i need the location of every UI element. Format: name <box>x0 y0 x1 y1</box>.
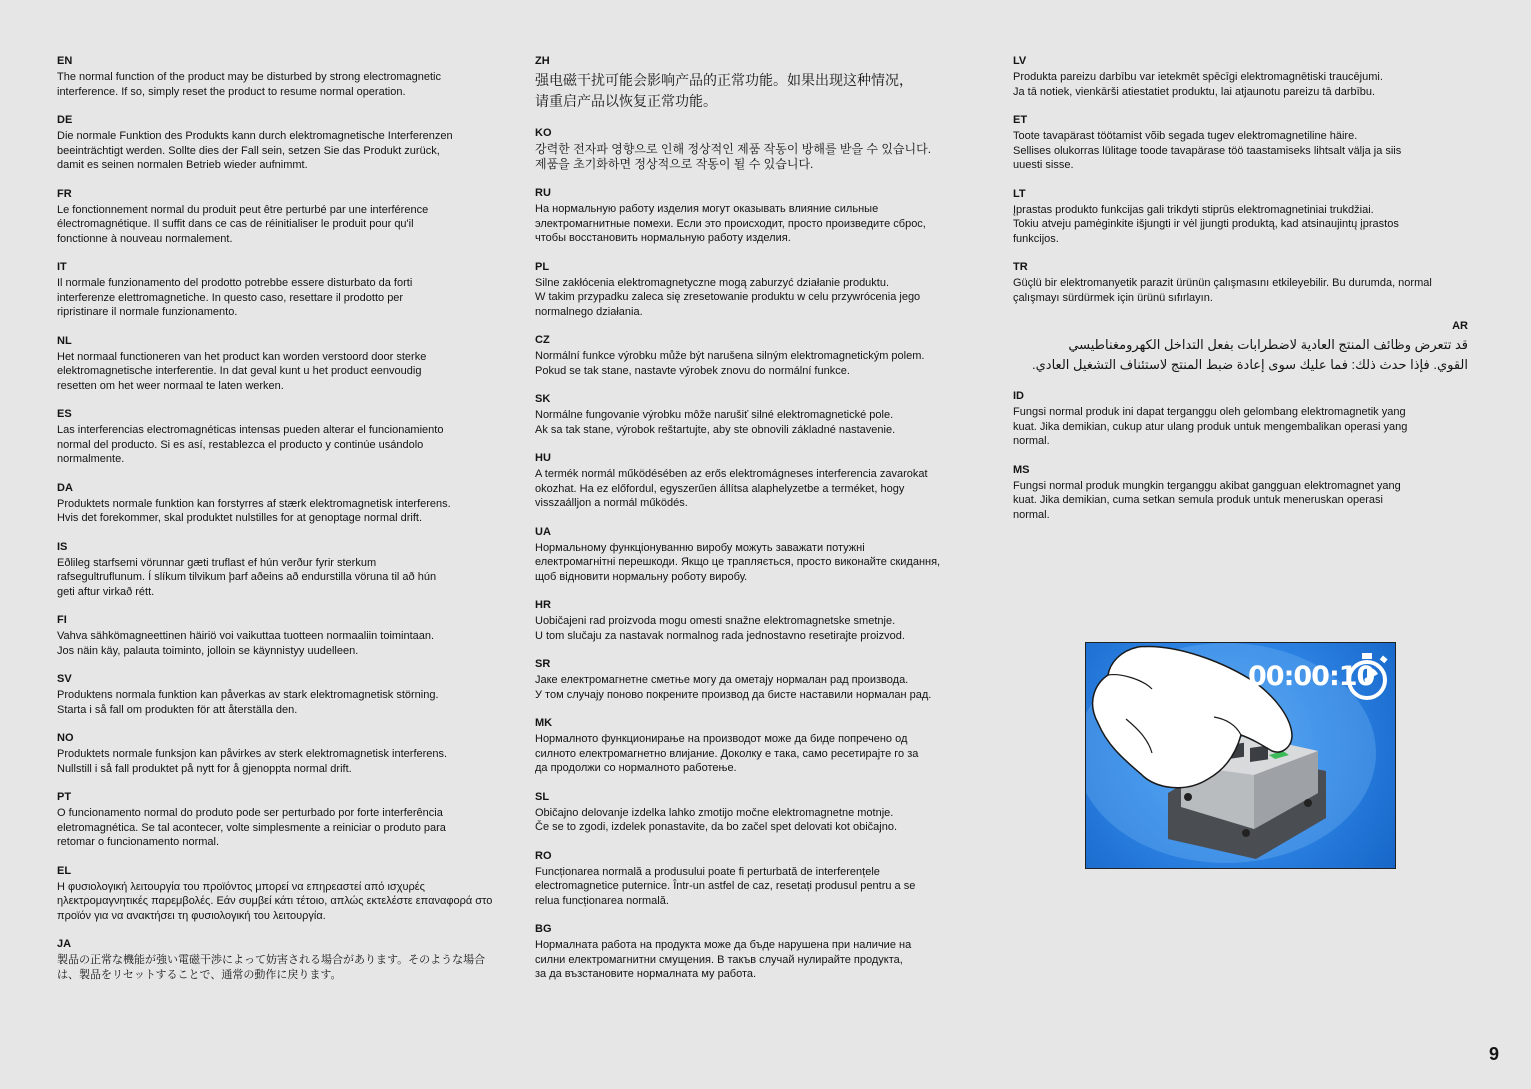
notice-text: 强电磁干扰可能会影响产品的正常功能。如果出现这种情况， 请重启产品以恢复正常功能。 <box>535 72 913 109</box>
language-code: DE <box>57 114 73 126</box>
notice-text: Običajno delovanje izdelka lahko zmotijo močne elektromagnetne motnje. Če se to zgodi, izdelek ponastavite, da bo začel spet delovati kot običajno. <box>535 806 898 833</box>
notice-text: Produktets normale funksjon kan påvirkes av sterk elektromagnetisk interferens. Nullstill i så fall produktet på nytt for å gjenoppta normal drift. <box>57 748 448 775</box>
notice-text: Normálne fungovanie výrobku môže narušiť silné elektromagnetické pole. Ak sa tak stane, výrobok reštartujte, aby ste obnovili základné nastavenie. <box>535 409 896 436</box>
language-section-ko <box>535 127 997 172</box>
notice-text: Normální funkce výrobku může být narušena silným elektromagnetickým polem. Pokud se tak stane, nastavte výrobek znovu do normální funkce. <box>535 350 925 377</box>
language-section-no <box>57 732 517 776</box>
notice-text: Η φυσιολογική λειτουργία του προϊόντος μπορεί να επηρεαστεί από ισχυρές ηλεκτρομαγνητικές παρεμβολές. Εάν συμβεί κάτι τέτοιο, απλώς εκτελέστε επαναφορά στο προϊόν για να ανακτήσει τη φυσιολογική του λειτουργία. <box>57 880 493 922</box>
language-section-sr <box>535 658 997 702</box>
notice-text: Produktets normale funktion kan forstyrres af stærk elektromagnetisk interferens. Hvis det forekommer, skal produktet nulstilles for at genoptage normal drift. <box>57 497 451 524</box>
language-section-ms <box>1013 464 1468 523</box>
language-section-de <box>57 114 517 173</box>
language-section-fr <box>57 188 517 247</box>
language-code: PT <box>57 791 72 803</box>
notice-text: 강력한 전자파 영향으로 인해 정상적인 제품 작동이 방해를 받을 수 있습니다. 제품을 초기화하면 정상적으로 작동이 될 수 있습니다. <box>535 142 932 171</box>
language-section-fi <box>57 614 517 658</box>
language-code: FR <box>57 187 72 200</box>
language-section-da <box>57 482 517 526</box>
notice-text: Produktens normala funktion kan påverkas av stark elektromagnetisk störning. Starta i så fall om produkten för att återställa den. <box>57 689 439 716</box>
notice-text: Las interferencias electromagnéticas intensas pueden alterar el funcionamiento normal del producto. Si es así, restablezca el producto y continúe usándolo normalmente. <box>57 424 444 465</box>
notice-text: Eðlileg starfsemi vörunnar gæti truflast ef hún verður fyrir sterkum rafsegultruflunum. Í slíkum tilvikum þarf aðeins að endurstilla vöruna til að hún geti aftur virkað rétt. <box>57 556 437 598</box>
language-section-ua <box>535 526 997 585</box>
language-code: LV <box>1013 55 1027 67</box>
notice-text: Funcționarea normală a produsului poate fi perturbată de interferențele electromagnetice puternice. Într-un astfel de caz, resetați produsul pentru a se relua funcționarea normală. <box>535 865 916 907</box>
language-section-pl <box>535 261 997 320</box>
language-section-is <box>57 541 517 600</box>
language-section-pt <box>57 791 517 850</box>
notice-text: Fungsi normal produk mungkin terganggu akibat gangguan elektromagnet yang kuat. Jika demikian, cuma setkan semula produk untuk meneruskan operasi normal. <box>1013 479 1401 521</box>
notice-text: Il normale funzionamento del prodotto potrebbe essere disturbato da forti interferenze elettromagnetiche. In questo caso, resettare il prodotto per ripristinare il normale funzionamento. <box>57 277 413 318</box>
language-code: IT <box>57 261 67 273</box>
language-section-es <box>57 408 517 467</box>
language-code: AR <box>1452 320 1468 332</box>
page-number: 9 <box>1489 1044 1500 1064</box>
language-section-en <box>57 55 517 99</box>
language-section-it <box>57 261 517 320</box>
notice-text: На нормальную работу изделия могут оказывать влияние сильные электромагнитные помехи. Если это происходит, просто произведите сброс, чтобы восстановить нормальную работу изделия. <box>535 203 926 244</box>
language-code: EL <box>57 864 72 877</box>
language-section-zh <box>535 55 997 112</box>
language-code: KO <box>535 127 552 139</box>
language-code: HU <box>535 452 551 464</box>
language-code: ES <box>57 408 72 420</box>
notice-text: Fungsi normal produk ini dapat terganggu oleh gelombang elektromagnetik yang kuat. Jika demikian, cukup atur ulang produk untuk mengembalikan operasi yang normal. <box>1013 406 1408 447</box>
language-section-ru <box>535 187 997 246</box>
language-section-cz <box>535 334 997 378</box>
language-code: EN <box>57 55 73 67</box>
notice-text: Produkta pareizu darbību var ietekmēt spēcīgi elektromagnētiski traucējumi. Ja tā notiek, vienkārši atiestatiet produktu, lai atjaunotu pareizu tā darbību. <box>1013 71 1383 98</box>
language-code: ID <box>1013 390 1024 402</box>
column-right <box>1013 55 1468 537</box>
language-code: SR <box>535 658 551 670</box>
language-section-id <box>1013 390 1468 449</box>
language-section-nl <box>57 335 517 394</box>
language-section-hu <box>535 452 997 511</box>
language-code: JA <box>57 938 72 950</box>
notice-text: Јаке електромагнетне сметње могу да ометају нормалан рад производа. У том случају поново покрените производ да бисте наставили нормалан рад. <box>535 674 932 701</box>
notice-text: Güçlü bir elektromanyetik parazit ürünün çalışmasını etkileyebilir. Bu durumda, normal çalışmayı sürdürmek için ürünü sıfırlayın. <box>1013 277 1432 304</box>
language-code: FI <box>57 614 67 626</box>
language-code: SL <box>535 790 550 803</box>
language-section-lv <box>1013 55 1468 99</box>
language-code: SK <box>535 393 551 405</box>
notice-text: The normal function of the product may be disturbed by strong electromagnetic interference. If so, simply reset the product to resume normal operation. <box>57 71 441 98</box>
notice-text: Le fonctionnement normal du produit peut être perturbé par une interférence électromagnétique. Il suffit dans ce cas de réinitialiser le produit pour qu'il fonctionne à nouveau normalement. <box>57 203 429 245</box>
language-code: MS <box>1013 463 1030 476</box>
column-left <box>57 55 517 997</box>
language-code: ZH <box>535 55 550 67</box>
language-code: HR <box>535 599 551 611</box>
language-section-mk <box>535 717 997 776</box>
timer-readout: 00:00:10 <box>1248 661 1375 692</box>
language-code: CZ <box>535 334 550 346</box>
column-middle <box>535 55 997 997</box>
language-code: MK <box>535 717 553 729</box>
notice-text: Die normale Funktion des Produkts kann durch elektromagnetische Interferenzen beeinträchtigt werden. Sollte dies der Fall sein, setzen Sie das Produkt zurück, damit es seinen normalen Betrieb wieder aufnimmt. <box>57 130 453 171</box>
language-code: RO <box>535 849 552 862</box>
language-code: NO <box>57 732 74 744</box>
language-section-tr <box>1013 261 1468 305</box>
notice-text: 製品の正常な機能が強い電磁干渉によって妨害される場合があります。そのような場合 は、製品をリセットすることで、通常の動作に戻ります。 <box>57 954 486 981</box>
language-code: LT <box>1013 187 1026 200</box>
notice-text: O funcionamento normal do produto pode ser perturbado por forte interferência eletromagnética. Se tal acontecer, volte simplesmente a reiniciar o produto para retomar o funcionamento normal. <box>57 807 446 848</box>
language-code: DA <box>57 481 73 494</box>
language-section-ro <box>535 850 997 909</box>
reset-illustration <box>1085 642 1396 869</box>
language-section-ar <box>1013 320 1468 375</box>
language-section-sv <box>57 673 517 717</box>
language-code: SV <box>57 673 72 685</box>
language-code: TR <box>1013 261 1028 273</box>
language-section-bg <box>535 923 997 982</box>
notice-text: Įprastas produkto funkcijas gali trikdyti stiprūs elektromagnetiniai trukdžiai. Tokiu atveju pamėginkite išjungti ir vėl įjungti produktą, kad atsinaujintų įprastos funkcijos. <box>1013 203 1399 245</box>
notice-text: Uobičajeni rad proizvoda mogu omesti snažne elektromagnetske smetnje. U tom slučaju za nastavak normalnog rada jednostavno resetirajte proizvod. <box>535 615 905 642</box>
notice-text: Vahva sähkömagneettinen häiriö voi vaikuttaa tuotteen normaaliin toimintaan. Jos näin käy, palauta toiminto, jolloin se käynnistyy uudelleen. <box>57 630 435 657</box>
notice-text: Het normaal functioneren van het product kan worden verstoord door sterke elektromagnetische interferentie. In dat geval kunt u het product eenvoudig resetten om het weer normaal te laten werken. <box>57 350 427 392</box>
language-section-sk <box>535 393 997 437</box>
notice-text: Нормалното функционирање на производот може да биде попречено од силното електромагнетно влијание. Доколку е така, само ресетирајте го за да продолжи со нормалното работење. <box>535 733 919 774</box>
language-code: NL <box>57 334 72 347</box>
language-code: RU <box>535 187 551 199</box>
notice-text: Toote tavapärast töötamist võib segada tugev elektromagnetiline häire. Sellises olukorras lülitage toode tavapärase töö taastamiseks lihtsalt välja ja siis uuesti sisse. <box>1013 130 1402 171</box>
notice-text: Нормальному функціонуванню виробу можуть заважати потужні електромагнітні перешкоди. Якщо це трапляється, просто виконайте скидання, щоб відновити нормальну роботу виробу. <box>535 541 941 583</box>
language-code: UA <box>535 525 551 538</box>
language-section-el <box>57 865 517 924</box>
language-code: IS <box>57 540 68 553</box>
language-section-et <box>1013 114 1468 173</box>
language-section-lt <box>1013 188 1468 247</box>
language-code: PL <box>535 260 550 273</box>
notice-text: Silne zakłócenia elektromagnetyczne mogą zaburzyć działanie produktu. W takim przypadku zaleca się zresetowanie produktu w celu przywrócenia jego normalnego działania. <box>535 276 921 318</box>
language-section-hr <box>535 599 997 643</box>
notice-text: قد تتعرض وظائف المنتج العادية لاضطرابات بفعل التداخل الكهرومغناطيسي القوي. فإذا حدث ذلك: فما عليك سوى إعادة ضبط المنتج لاستئناف التشغيل العادي. <box>1032 337 1468 372</box>
language-section-ja <box>57 938 517 982</box>
notice-text: A termék normál működésében az erős elektromágneses interferencia zavarokat okozhat. Ha ez előfordul, egyszerűen állítsa alaphelyzetbe a terméket, hogy visszaálljon a normál működés. <box>535 468 928 509</box>
language-code: ET <box>1013 114 1028 126</box>
notice-text: Нормалната работа на продукта може да бъде нарушена при наличие на силни електромагнитни смущения. В такъв случай нулирайте продукта, за да възстановите нормалната му работа. <box>535 939 912 980</box>
language-section-sl <box>535 791 997 835</box>
language-code: BG <box>535 923 552 935</box>
